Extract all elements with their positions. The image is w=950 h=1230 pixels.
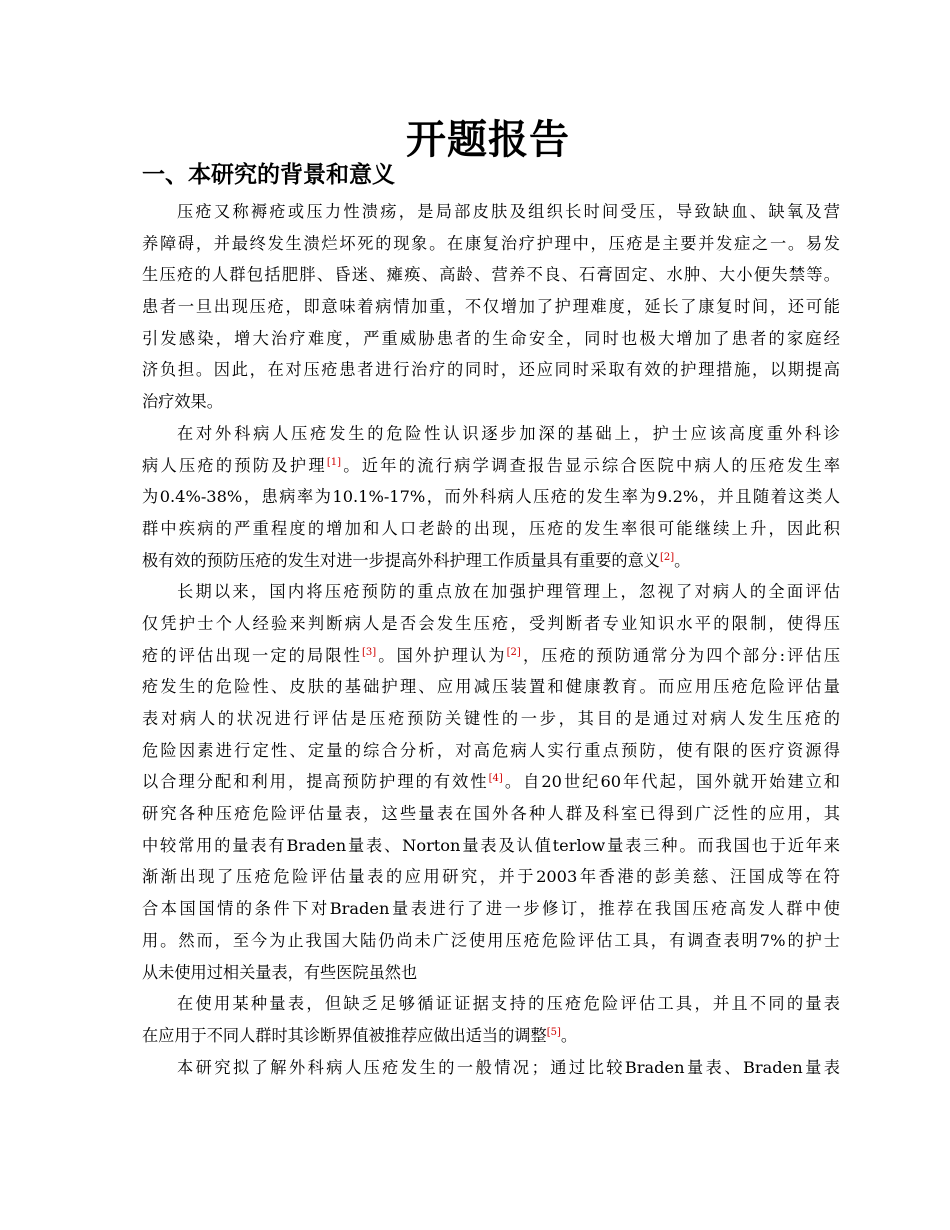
text-line: 在使用某种量表，但缺乏足够循证证据支持的压疮危险评估工具，并且不同的量表 — [177, 994, 840, 1014]
text-line: 引发感染，增大治疗难度，严重威胁患者的生命安全，同时也极大增加了患者的家庭经 — [142, 328, 840, 348]
citation-ref: [1] — [326, 456, 341, 468]
text-line: 在对外科病人压疮发生的危险性认识逐步加深的基础上，护士应该高度重外科诊 — [177, 423, 840, 443]
text-line: 群中疾病的严重程度的增加和人口老龄的出现，压疮的发生率很可能继续上升，因此积 — [142, 518, 840, 538]
text-line: 在应用于不同人群时其诊断界值被推荐应做出适当的调整[5]。 — [142, 1025, 578, 1045]
text-line: 病人压疮的预防及护理[1]。近年的流行病学调查报告显示综合医院中病人的压疮发生率 — [142, 455, 840, 475]
text-line: 渐渐出现了压疮危险评估量表的应用研究，并于2003年香港的彭美慈、汪国成等在符 — [142, 867, 840, 887]
text-line: 极有效的预防压疮的发生对进一步提高外科护理工作质量具有重要的意义[2]。 — [142, 550, 691, 570]
text-line: 用。然而，至今为止我国大陆仍尚未广泛使用压疮危险评估工具，有调查表明7%的护士 — [142, 930, 840, 950]
text-line: 从未使用过相关量表，有些医院虽然也 — [142, 962, 418, 982]
text-line: 压疮又称褥疮或压力性溃疡，是局部皮肤及组织长时间受压，导致缺血、缺氧及营 — [177, 202, 840, 221]
text-line: 危险因素进行定性、定量的综合分析，对高危病人实行重点预防，使有限的医疗资源得 — [142, 740, 840, 760]
text-line: 养障碍，并最终发生溃烂坏死的现象。在康复治疗护理中，压疮是主要并发症之一。易发 — [142, 233, 840, 253]
text-line: 治疗效果。 — [142, 392, 223, 412]
citation-ref: [2] — [660, 551, 675, 563]
page-title: 开题报告 — [406, 116, 570, 163]
citation-ref: [2] — [506, 646, 521, 658]
text-line: 生压疮的人群包括肥胖、昏迷、瘫痪、高龄、营养不良、石膏固定、水肿、大小便失禁等。 — [142, 265, 840, 285]
text-line: 仅凭护士个人经验来判断病人是否会发生压疮，受判断者专业知识水平的限制，使得压 — [142, 613, 840, 633]
text-line: 表对病人的状况进行评估是压疮预防关键性的一步，其目的是通过对病人发生压疮的 — [142, 709, 840, 728]
text-line: 疮发生的危险性、皮肤的基础护理、应用减压装置和健康教育。而应用压疮危险评估量 — [142, 677, 840, 697]
text-line: 患者一旦出现压疮，即意味着病情加重，不仅增加了护理难度，延长了康复时间，还可能 — [142, 297, 840, 317]
citation-ref: [5] — [546, 1026, 561, 1038]
text-line: 长期以来，国内将压疮预防的重点放在加强护理管理上，忽视了对病人的全面评估 — [177, 582, 840, 602]
text-line: 研究各种压疮危险评估量表，这些量表在国外各种人群及科室已得到广泛性的应用，其 — [142, 804, 840, 824]
text-line: 为0.4%-38%，患病率为10.1%-17%，而外科病人压疮的发生率为9.2%，并且随着这类人 — [142, 487, 840, 507]
citation-ref: [4] — [488, 773, 503, 785]
text-line: 济负担。因此，在对压疮患者进行治疗的同时，还应同时采取有效的护理措施，以期提高 — [142, 360, 840, 380]
body-text — [142, 196, 840, 1083]
citation-ref: [3] — [361, 646, 377, 658]
text-line: 本研究拟了解外科病人压疮发生的一般情况；通过比较Braden量表、Braden量表 — [177, 1057, 840, 1077]
text-line: 合本国国情的条件下对Braden量表进行了进一步修订，推荐在我国压疮高发人群中使 — [142, 899, 840, 919]
text-line: 以合理分配和利用，提高预防护理的有效性[4]。自20世纪60年代起，国外就开始建立和 — [142, 772, 840, 792]
text-line: 中较常用的量表有Braden量表、Norton量表及认值terlow量表三种。而我国也于近年来 — [142, 835, 840, 855]
text-line: 疮的评估出现一定的局限性[3]。国外护理认为[2]，压疮的预防通常分为四个部分:评估压 — [142, 645, 840, 665]
section-heading: 一、本研究的背景和意义 — [142, 162, 395, 188]
